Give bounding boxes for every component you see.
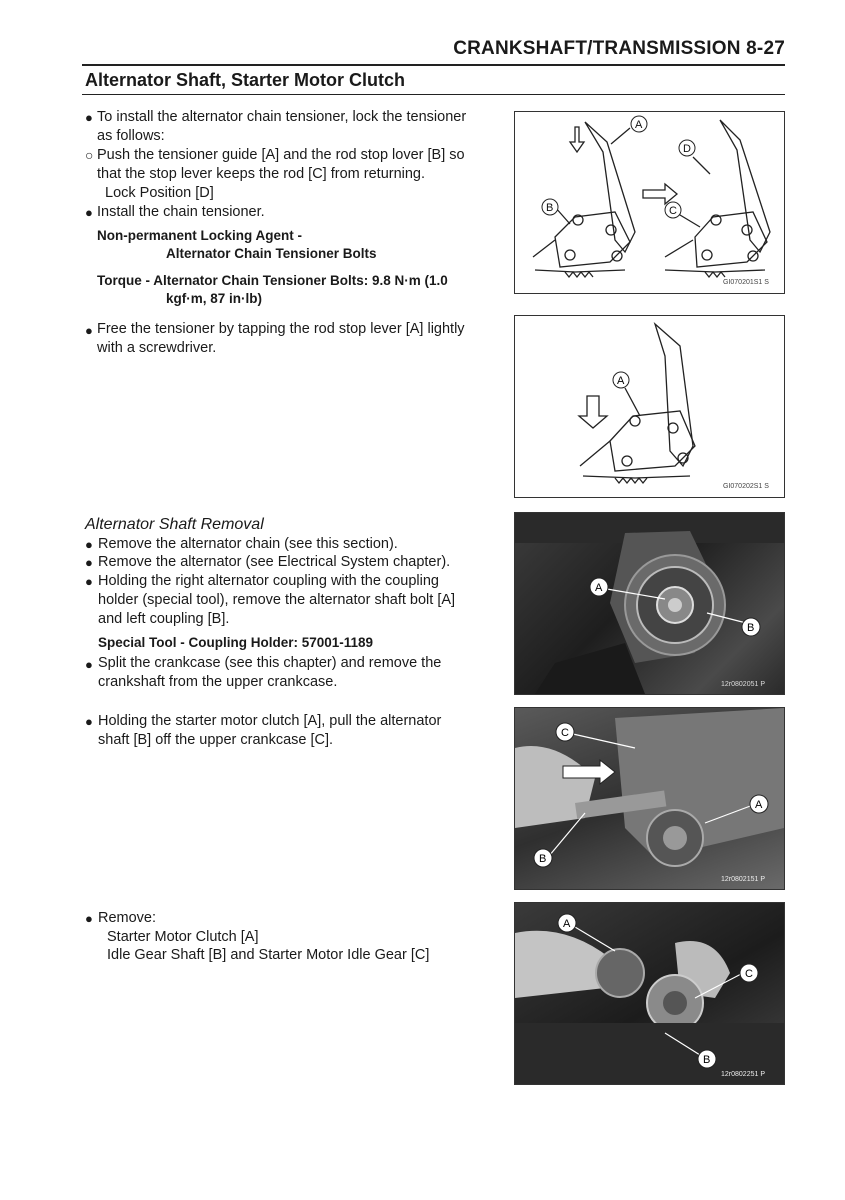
remove-label: Remove: (98, 910, 157, 926)
section-title: Alternator Shaft, Starter Motor Clutch (85, 70, 406, 90)
label-a: A (595, 582, 603, 594)
bullet-icon: ● (85, 537, 93, 552)
idle-gear-photo (514, 902, 785, 1085)
install-tensioner-text: To install the alternator chain tensioner, lock the tensioner as follows: (97, 109, 467, 144)
section-rule (82, 94, 785, 95)
push-guide-text: Push the tensioner guide [A] and the rod stop lover [B] so that the stop lever keeps the rod [C] from returning. (97, 147, 465, 182)
figure-code: GI070202S1 S (723, 483, 769, 490)
subsection-title: Alternator Shaft Removal (85, 516, 264, 533)
alternator-shaft-photo (514, 512, 785, 695)
photo-code: 12r0802151 P (721, 876, 765, 883)
label-d: D (683, 143, 691, 155)
label-c: C (669, 205, 677, 217)
bullet-icon: ● (85, 555, 93, 570)
locking-agent-label: Non-permanent Locking Agent - (97, 228, 302, 243)
remove-alternator-text: Remove the alternator (see Electrical System chapter). (98, 554, 451, 570)
install-chain-tensioner-text: Install the chain tensioner. (97, 204, 265, 220)
label-b: B (546, 202, 554, 214)
split-crankcase-text: Split the crankcase (see this chapter) and remove the crankshaft from the upper crankcase. (98, 655, 442, 690)
remove-chain-text: Remove the alternator chain (see this section). (98, 536, 398, 552)
remove-item-2: Idle Gear Shaft [B] and Starter Motor Idle Gear [C] (107, 947, 430, 963)
starter-clutch-drawing (515, 708, 784, 889)
bullet-icon: ● (85, 657, 93, 672)
free-tensioner-text: Free the tensioner by tapping the rod stop lever [A] lightly with a screwdriver. (97, 321, 465, 356)
page-header-title: CRANKSHAFT/TRANSMISSION 8-27 (453, 38, 785, 59)
bullet-icon: ● (85, 323, 93, 338)
alternator-shaft-drawing (515, 513, 784, 694)
label-a: A (617, 375, 625, 387)
label-a: A (635, 119, 643, 131)
photo-code: 12r0802251 P (721, 1071, 765, 1078)
holding-coupling-text: Holding the right alternator coupling with the coupling holder (special tool), remove the alternator shaft bolt [A] and left coupling [B]. (98, 573, 456, 627)
tensioner-free-drawing (515, 316, 784, 497)
lock-position-text: Lock Position [D] (105, 185, 214, 201)
idle-gear-drawing (515, 903, 784, 1084)
bullet-icon: ● (85, 714, 93, 729)
label-a: A (755, 799, 763, 811)
special-tool-text: Special Tool - Coupling Holder: 57001-1189 (98, 635, 374, 650)
header-rule (82, 64, 785, 66)
tensioner-free-diagram (514, 315, 785, 498)
remove-item-1: Starter Motor Clutch [A] (107, 929, 259, 945)
label-b: B (703, 1054, 711, 1066)
figure-code: GI070201S1 S (723, 279, 769, 286)
label-b: B (747, 622, 755, 634)
photo-code: 12r0802051 P (721, 681, 765, 688)
torque-value: kgf·m, 87 in·lb) (166, 291, 263, 306)
bullet-icon: ● (85, 574, 93, 589)
bullet-icon: ● (85, 205, 93, 220)
sub-bullet-icon: ○ (85, 147, 94, 163)
torque-label: Torque - Alternator Chain Tensioner Bolts: 9.8 N·m (1.0 (97, 273, 448, 288)
label-c: C (745, 968, 753, 980)
tensioner-lock-drawing (515, 112, 784, 293)
label-b: B (539, 853, 547, 865)
holding-starter-clutch-text: Holding the starter motor clutch [A], pull the alternator shaft [B] off the upper crankcase [C]. (98, 713, 442, 748)
bullet-icon: ● (85, 911, 93, 926)
label-c: C (561, 727, 569, 739)
locking-agent-target: Alternator Chain Tensioner Bolts (166, 246, 377, 261)
starter-clutch-photo (514, 707, 785, 890)
label-a: A (563, 918, 571, 930)
tensioner-lock-diagram (514, 111, 785, 294)
bullet-icon: ● (85, 110, 93, 125)
